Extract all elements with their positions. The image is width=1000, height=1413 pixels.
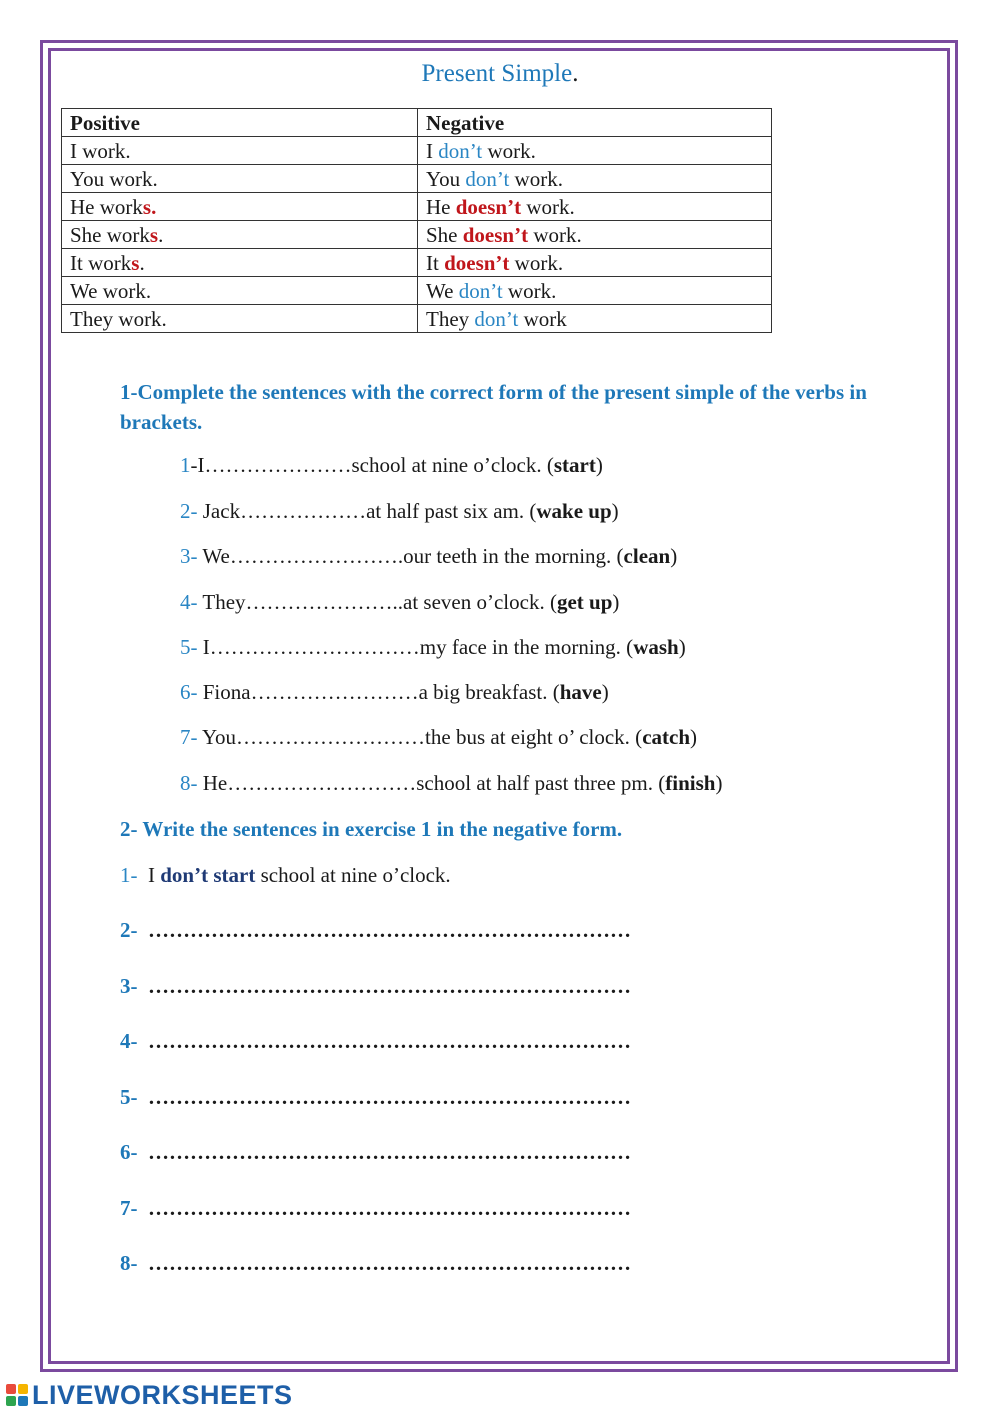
- negative-cell: We don’t work.: [418, 277, 772, 305]
- liveworksheets-logo: [6, 1380, 293, 1410]
- exercise2-instruction: 2- Write the sentences in exercise 1 in the negative form.: [120, 817, 623, 841]
- table-row: [62, 221, 772, 249]
- table-row: [62, 137, 772, 165]
- negative-cell: They don’t work: [418, 305, 772, 333]
- negative-cell: I don’t work.: [418, 137, 772, 165]
- exercise1-item: 8- He………………………school at half past three pm. (finish): [180, 771, 723, 795]
- exercise2-example: 1- I don’t start school at nine o’clock.: [120, 863, 451, 887]
- table-row: [62, 193, 772, 221]
- exercise1-item: 1-I…………………school at nine o’clock. (start): [180, 453, 603, 477]
- positive-cell: You work.: [62, 165, 418, 193]
- table-row: [62, 165, 772, 193]
- blank-input[interactable]: We…………………….our teeth in the morning. (: [202, 544, 624, 568]
- exercise1-item: 3- We…………………….our teeth in the morning. (clean): [180, 544, 678, 568]
- table-row: [62, 277, 772, 305]
- exercise1-item: 4- They…………………..at seven o’clock. (get up): [180, 590, 620, 614]
- negative-cell: He doesn’t work.: [418, 193, 772, 221]
- blank-input[interactable]: I…………………school at nine o’clock. (: [197, 453, 554, 477]
- exercise1-instruction: 1-Complete the sentences with the correct form of the present simple of the verbs in brackets.: [120, 380, 867, 434]
- answer-line[interactable]: 5- ……………………………………………………………: [120, 1085, 631, 1109]
- exercise1-item: 6- Fiona……………………a big breakfast. (have): [180, 680, 609, 704]
- table-header-row: [62, 109, 772, 137]
- answer-line[interactable]: 7- ……………………………………………………………: [120, 1196, 631, 1220]
- exercise1-item: 2- Jack………………at half past six am. (wake up): [180, 499, 619, 523]
- page-title: Present Simple.: [421, 60, 579, 87]
- blank-input[interactable]: Jack………………at half past six am. (: [202, 499, 537, 523]
- answer-line[interactable]: 6- ……………………………………………………………: [120, 1140, 631, 1164]
- positive-cell: He works.: [62, 193, 418, 221]
- table-row: [62, 305, 772, 333]
- positive-cell: It works.: [62, 249, 418, 277]
- blank-input[interactable]: He………………………school at half past three pm. (: [202, 771, 666, 795]
- liveworksheets-logo-icon: [6, 1384, 28, 1406]
- blank-input[interactable]: Fiona……………………a big breakfast. (: [202, 680, 560, 704]
- header-positive: Positive: [62, 109, 418, 137]
- table-row: [62, 249, 772, 277]
- answer-line[interactable]: 4- ……………………………………………………………: [120, 1029, 631, 1053]
- blank-input[interactable]: They…………………..at seven o’clock. (: [202, 590, 557, 614]
- conjugation-table: [61, 108, 772, 333]
- negative-cell: It doesn’t work.: [418, 249, 772, 277]
- exercise1-item: 7- You………………………the bus at eight o’ clock. (catch): [180, 725, 698, 749]
- blank-input[interactable]: I…………………………my face in the morning. (: [202, 635, 634, 659]
- logo-text: LIVEWORKSHEETS: [32, 1379, 293, 1410]
- positive-cell: We work.: [62, 277, 418, 305]
- negative-cell: She doesn’t work.: [418, 221, 772, 249]
- negative-cell: You don’t work.: [418, 165, 772, 193]
- positive-cell: I work.: [62, 137, 418, 165]
- header-negative: Negative: [418, 109, 772, 137]
- answer-line[interactable]: 2- ……………………………………………………………: [120, 918, 631, 942]
- positive-cell: They work.: [62, 305, 418, 333]
- blank-input[interactable]: You………………………the bus at eight o’ clock. (: [201, 725, 643, 749]
- answer-line[interactable]: 8- ……………………………………………………………: [120, 1251, 631, 1275]
- answer-line[interactable]: 3- ……………………………………………………………: [120, 974, 631, 998]
- positive-cell: She works.: [62, 221, 418, 249]
- exercise1-item: 5- I…………………………my face in the morning. (wash): [180, 635, 686, 659]
